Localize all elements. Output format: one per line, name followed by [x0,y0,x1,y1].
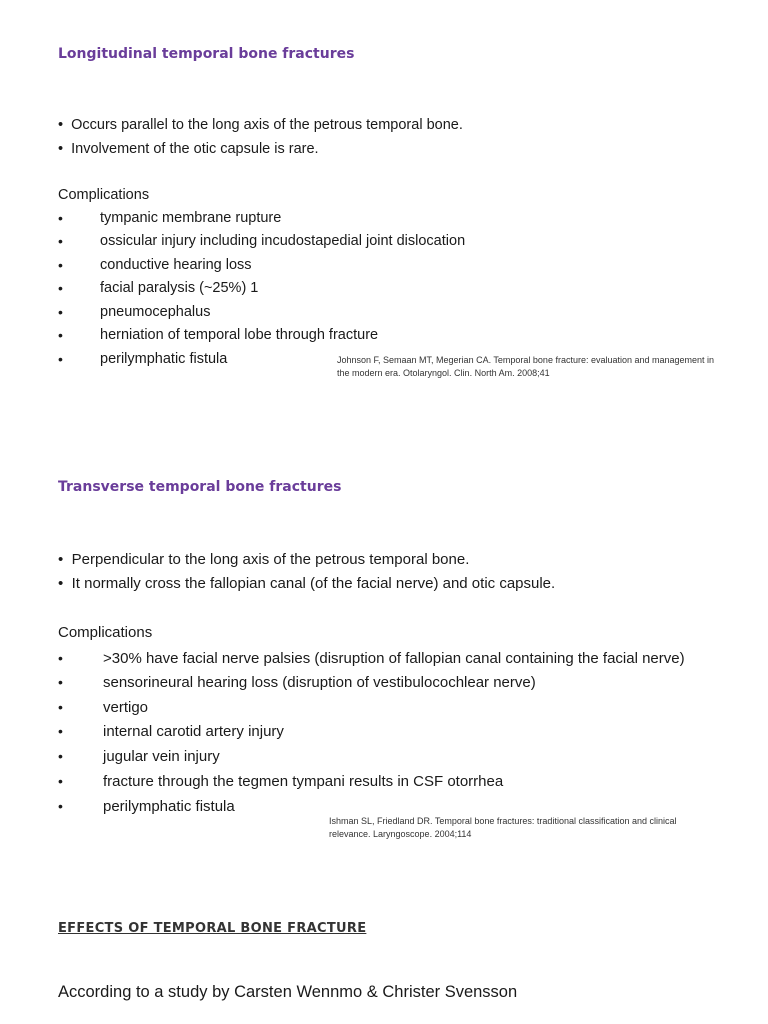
citation: Johnson F, Semaan MT, Megerian CA. Temporal bone fracture: evaluation and management in the modern era. Otolaryngol. Clin. North Am. 2008;41 [337,355,715,378]
list-item: • Occurs parallel to the long axis of the petrous temporal bone. [58,117,463,133]
bullet: • [58,723,63,739]
bullet: • [58,351,63,367]
complication-item: tympanic membrane rupture [100,210,282,226]
complication-item: perilymphatic fistula [100,351,228,367]
bullet: • [58,674,63,690]
section-title-longitudinal: Longitudinal temporal bone fractures [58,46,355,62]
citation: Ishman SL, Friedland DR. Temporal bone fractures: traditional classification and clinical relevance. Laryngoscope. 2004;114 [329,816,677,839]
bullet: • [58,117,64,133]
complication-item: conductive hearing loss [100,257,252,273]
complication-item: perilymphatic fistula [103,798,235,815]
bullet: • [58,280,63,296]
complications-label: Complications [58,187,150,203]
complication-item: herniation of temporal lobe through fracture [100,327,379,343]
bullet: • [58,327,63,343]
section-title-transverse: Transverse temporal bone fractures [58,479,342,495]
complication-item: internal carotid artery injury [103,723,284,740]
intro-text: According to a study by Carsten Wennmo & Christer Svensson [58,983,518,1001]
bullet: • [58,304,63,320]
complication-item: ossicular injury including incudostapedial joint dislocation [100,233,466,249]
complications-label: Complications [58,624,153,641]
bullet: • [58,233,63,249]
bullet: • [58,210,63,226]
bullet: • [58,575,64,592]
bullet: • [58,650,63,666]
bullet: • [58,798,63,814]
bullet: • [58,773,63,789]
complication-item: fracture through the tegmen tympani results in CSF otorrhea [103,773,504,790]
complication-item: jugular vein injury [103,748,220,765]
list-item: • It normally cross the fallopian canal (of the facial nerve) and otic capsule. [58,575,556,592]
complication-item: facial paralysis (~25%) 1 [100,280,259,296]
complication-item: sensorineural hearing loss (disruption of vestibulocochlear nerve) [103,674,536,691]
complication-item: vertigo [103,699,149,716]
bullet: • [58,699,63,715]
section-title-effects: EFFECTS OF TEMPORAL BONE FRACTURE [58,921,367,936]
bullet: • [58,257,63,273]
bullet: • [58,748,63,764]
list-item: • Perpendicular to the long axis of the petrous temporal bone. [58,551,470,568]
list-item: • Involvement of the otic capsule is rare. [58,141,319,157]
bullet: • [58,141,64,157]
bullet: • [58,551,64,568]
complication-item: pneumocephalus [100,304,211,320]
complication-item: >30% have facial nerve palsies (disruption of fallopian canal containing the facial nerve) [103,650,685,667]
